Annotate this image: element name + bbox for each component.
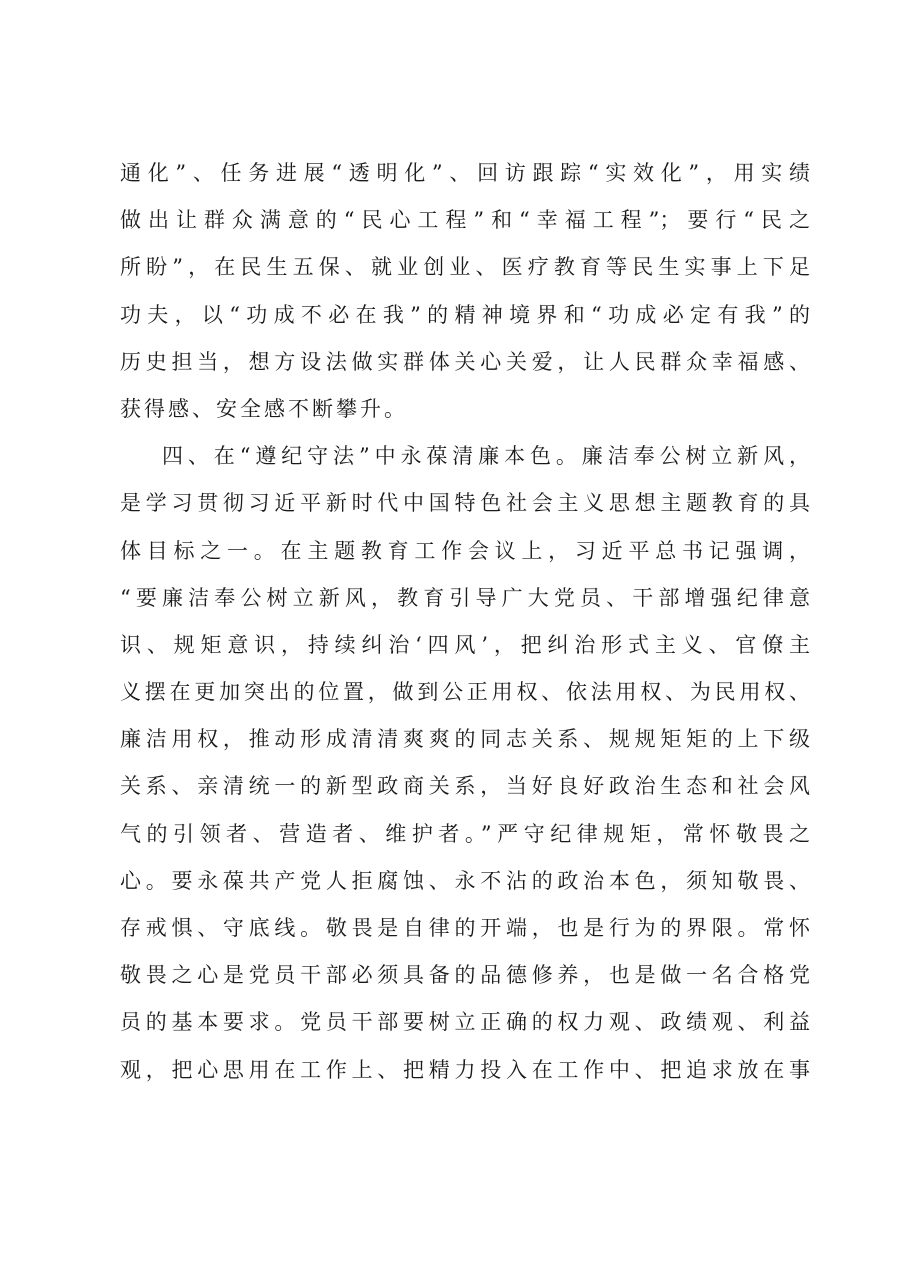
text-line: “要廉洁奉公树立新风，教育引导广大党员、干部增强纪律意 <box>120 585 810 610</box>
text-line: 员的基本要求。党员干部要树立正确的权力观、政绩观、利益 <box>120 1010 810 1035</box>
text-line: 关系、亲清统一的新型政商关系，当好良好政治生态和社会风 <box>120 774 810 799</box>
paragraph-discipline <box>120 433 810 1094</box>
paragraph-livelihood <box>120 150 810 433</box>
text-line: 体目标之一。在主题教育工作会议上，习近平总书记强调， <box>120 538 810 563</box>
text-line: 气的引领者、营造者、维护者。”严守纪律规矩，常怀敬畏之 <box>120 821 810 846</box>
text-line: 识、规矩意识，持续纠治‘四风’，把纠治形式主义、官僚主 <box>120 632 810 657</box>
text-line: 通化”、任务进展“透明化”、回访跟踪“实效化”，用实绩 <box>120 161 810 185</box>
text-line: 历史担当，想方设法做实群体关心关爱，让人民群众幸福感、 <box>120 349 810 374</box>
text-line: 是学习贯彻习近平新时代中国特色社会主义思想主题教育的具 <box>120 491 810 516</box>
text-line: 廉洁用权，推动形成清清爽爽的同志关系、规规矩矩的上下级 <box>120 727 810 752</box>
text-line: 存戒惧、守底线。敬畏是自律的开端，也是行为的界限。常怀 <box>120 916 810 940</box>
section-heading-line: 四、在“遵纪守法”中永葆清廉本色。廉洁奉公树立新风， <box>162 444 810 469</box>
text-line: 做出让群众满意的“民心工程”和“幸福工程”；要行“民之 <box>120 208 810 233</box>
text-line: 所盼”，在民生五保、就业创业、医疗教育等民生实事上下足 <box>120 255 810 280</box>
text-line: 观，把心思用在工作上、把精力投入在工作中、把追求放在事 <box>120 1057 810 1082</box>
text-line: 义摆在更加突出的位置，做到公正用权、依法用权、为民用权、 <box>120 680 810 705</box>
text-line: 心。要永葆共产党人拒腐蚀、永不沾的政治本色，须知敬畏、 <box>120 868 810 893</box>
text-line: 敬畏之心是党员干部必须具备的品德修养，也是做一名合格党 <box>120 963 810 988</box>
text-line: 功夫，以“功成不必在我”的精神境界和“功成必定有我”的 <box>120 302 810 327</box>
document-body <box>120 150 810 1094</box>
text-line: 获得感、安全感不断攀升。 <box>120 396 408 421</box>
